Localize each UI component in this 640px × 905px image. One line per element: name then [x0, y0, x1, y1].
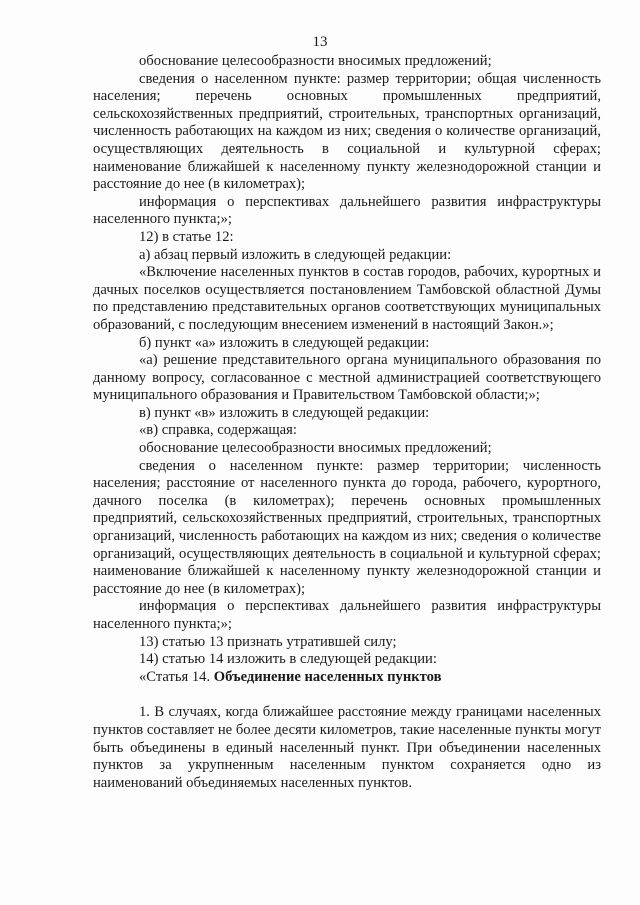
- paragraph-subitem-v: в) пункт «в» изложить в следующей редакции:: [139, 404, 430, 421]
- paragraph-justification-2: обоснование целесообразности вносимых предложений;: [139, 440, 492, 457]
- paragraph-inclusion-quote: «Включение населенных пунктов в состав городов, рабочих, курортных и дачных поселков осуществляется постановлением Тамбовской областной Думы по представлению представительных органов соответствующих муниципальных образований, с последующим внесением изменений в настоящий Закон.»;: [93, 264, 601, 333]
- paragraph-infrastructure-prospects-2: информация о перспективах дальнейшего развития инфраструктуры населенного пункта;»;: [93, 598, 601, 632]
- paragraph-subitem-a: а) абзац первый изложить в следующей редакции:: [139, 246, 452, 263]
- paragraph-item-12: 12) в статье 12:: [139, 228, 234, 245]
- paragraph-justification: обоснование целесообразности вносимых предложений;: [139, 53, 492, 69]
- page-number: 13: [312, 34, 328, 50]
- paragraph-point-v-quote: «в) справка, содержащая:: [139, 422, 297, 439]
- paragraph-settlement-info: сведения о населенном пункте: размер территории; общая численность населения; перечень основных промышленных предприятий, сельскохозяйственных предприятий, строительных, транспортных организаций, численность работающих на каждом из них; сведения о количестве организаций, осуществляющих деятельность в социальной и культурной сферах; наименование ближайшей к населенному пункту железнодорожной станции и расстояние до нее (в километрах);: [93, 70, 601, 193]
- article-heading-title: Объединение населенных пунктов: [213, 668, 442, 685]
- paragraph-infrastructure-prospects: информация о перспективах дальнейшего развития инфраструктуры населенного пункта;»;: [93, 193, 601, 228]
- paragraph-item-13: 13) статью 13 признать утратившей силу;: [139, 633, 397, 650]
- paragraph-article-14-point-1: 1. В случаях, когда ближайшее расстояние между границами населенных пунктов составляет не более десяти километров, такие населенные пункты могут быть объединены в единый населенный пункт. При объединении населенных пунктов за укрупненным населенным пунктом сохраняется одно из наименований объединяемых населенных пунктов.: [93, 704, 601, 791]
- paragraph-settlement-info-2: сведения о населенном пункте: размер территории; численность населения; расстояние от населенного пункта до города, рабочего, курортного, дачного поселка (в километрах); перечень основных промышленных предприятий, сельскохозяйственных предприятий, строительных, транспортных организаций, численность работающих на каждом из них; сведения о количестве организаций, осуществляющих деятельность в социальной и культурной сферах; наименование ближайшей к населенному пункту железнодорожной станции и расстояние до нее (в километрах);: [93, 457, 601, 597]
- paragraph-item-14: 14) статью 14 изложить в следующей редакции:: [139, 651, 437, 668]
- paragraph-subitem-b: б) пункт «а» изложить в следующей редакции:: [139, 334, 430, 351]
- paragraph-point-a-quote: «а) решение представительного органа муниципального образования по данному вопросу, согласованное с местной администрацией соответствующего муниципального образования и Правительством Тамбовской области;»;: [93, 352, 601, 404]
- document-body: [93, 53, 601, 792]
- article-heading-prefix: «Статья 14.: [139, 668, 214, 685]
- article-heading: [93, 669, 601, 687]
